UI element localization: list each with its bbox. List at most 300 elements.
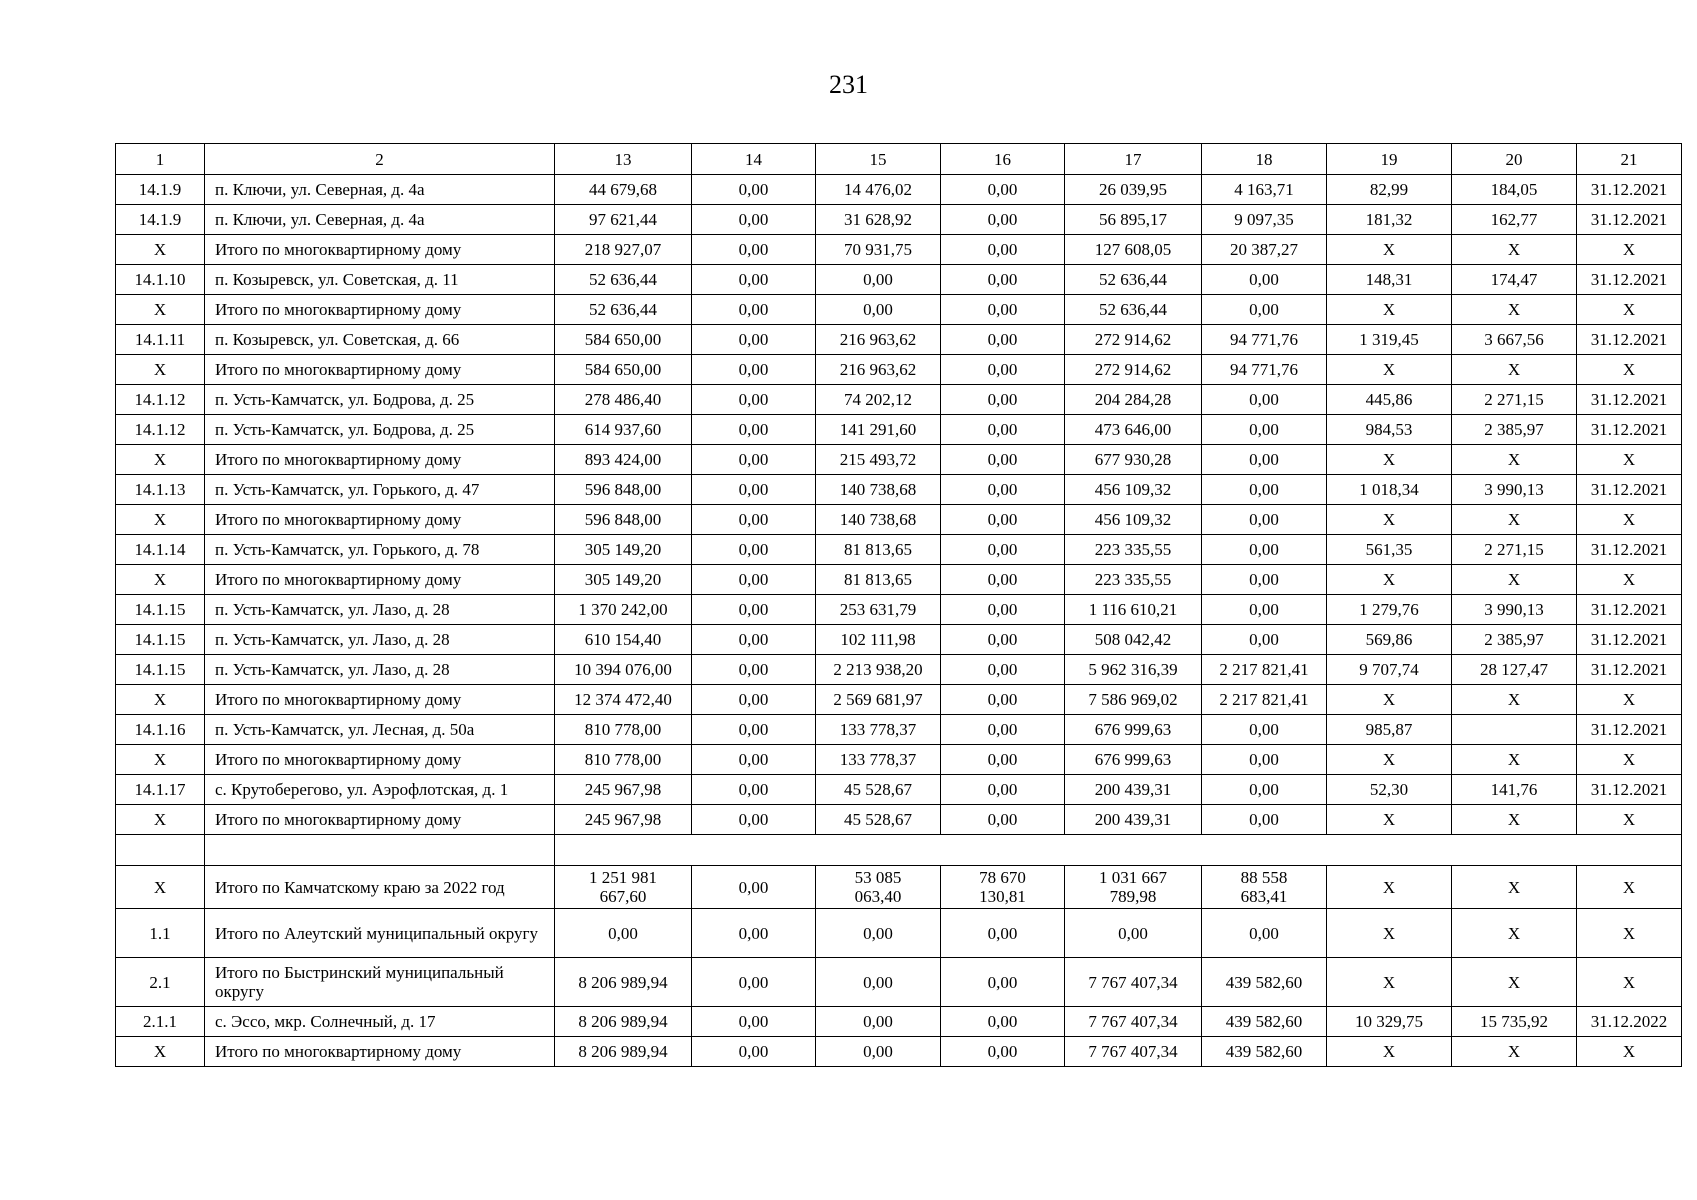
table-cell: 56 895,17 [1065, 205, 1202, 235]
table-cell: 0,00 [692, 205, 816, 235]
table-cell: 0,00 [941, 745, 1065, 775]
table-cell: 45 528,67 [816, 805, 941, 835]
table-cell: 0,00 [1202, 565, 1327, 595]
table-row [116, 595, 1682, 625]
table-cell: 0,00 [692, 958, 816, 1007]
table-cell: 223 335,55 [1065, 565, 1202, 595]
table-cell: 456 109,32 [1065, 505, 1202, 535]
table-cell: X [116, 805, 205, 835]
table-cell: 31.12.2021 [1577, 475, 1682, 505]
table-cell: 0,00 [692, 265, 816, 295]
table-cell: 0,00 [692, 745, 816, 775]
table-cell: 7 586 969,02 [1065, 685, 1202, 715]
table-cell: 12 374 472,40 [555, 685, 692, 715]
table-cell: 140 738,68 [816, 475, 941, 505]
table-cell: 278 486,40 [555, 385, 692, 415]
table-cell: 676 999,63 [1065, 715, 1202, 745]
table-row [116, 685, 1682, 715]
table-cell: 216 963,62 [816, 325, 941, 355]
table-cell: 0,00 [1202, 715, 1327, 745]
table-cell: 0,00 [941, 909, 1065, 958]
table-cell: 569,86 [1327, 625, 1452, 655]
table-cell: 14.1.9 [116, 175, 205, 205]
table-cell: 223 335,55 [1065, 535, 1202, 565]
table-cell: 1 116 610,21 [1065, 595, 1202, 625]
header-cell: 19 [1327, 144, 1452, 175]
table-cell: 45 528,67 [816, 775, 941, 805]
table-cell: 31.12.2021 [1577, 325, 1682, 355]
table-cell: X [1577, 745, 1682, 775]
table-cell: 52 636,44 [555, 295, 692, 325]
table-cell: 31.12.2021 [1577, 265, 1682, 295]
table-row [116, 655, 1682, 685]
table-cell: 26 039,95 [1065, 175, 1202, 205]
table-row [116, 175, 1682, 205]
table-cell: 677 930,28 [1065, 445, 1202, 475]
blank-cell [205, 835, 555, 866]
table-cell: 28 127,47 [1452, 655, 1577, 685]
address-cell: п. Усть-Камчатск, ул. Горького, д. 78 [205, 535, 555, 565]
table-cell: 5 962 316,39 [1065, 655, 1202, 685]
table-cell: 14.1.13 [116, 475, 205, 505]
table-cell: 200 439,31 [1065, 805, 1202, 835]
table-cell: 0,00 [1202, 595, 1327, 625]
table-cell: 0,00 [1202, 385, 1327, 415]
table-cell: 584 650,00 [555, 325, 692, 355]
table-cell: 2 569 681,97 [816, 685, 941, 715]
table-cell: 0,00 [1202, 445, 1327, 475]
table-cell: 0,00 [816, 958, 941, 1007]
table-cell: 4 163,71 [1202, 175, 1327, 205]
table-cell: 0,00 [692, 805, 816, 835]
table-cell: 561,35 [1327, 535, 1452, 565]
table-cell: 0,00 [1202, 909, 1327, 958]
table-cell: 0,00 [1202, 775, 1327, 805]
address-cell: Итого по многоквартирному дому [205, 1037, 555, 1067]
table-cell: X [1452, 685, 1577, 715]
table-cell: 181,32 [1327, 205, 1452, 235]
table-cell: X [116, 745, 205, 775]
page-number: 231 [829, 70, 868, 99]
table-cell: 14.1.11 [116, 325, 205, 355]
table-cell: X [1577, 958, 1682, 1007]
table-cell: 810 778,00 [555, 745, 692, 775]
table-row [116, 415, 1682, 445]
table-cell: 14.1.15 [116, 655, 205, 685]
table-cell: 88 558 683,41 [1202, 866, 1327, 909]
header-cell: 17 [1065, 144, 1202, 175]
table-row [116, 235, 1682, 265]
table-cell: 0,00 [692, 715, 816, 745]
table-cell: 14.1.16 [116, 715, 205, 745]
data-table [115, 143, 1682, 1067]
table-cell: 31.12.2021 [1577, 535, 1682, 565]
address-cell: с. Эссо, мкр. Солнечный, д. 17 [205, 1007, 555, 1037]
table-cell: 0,00 [692, 175, 816, 205]
table-cell: 94 771,76 [1202, 355, 1327, 385]
table-row [116, 295, 1682, 325]
table-cell: 473 646,00 [1065, 415, 1202, 445]
table-cell: 0,00 [692, 565, 816, 595]
header-cell: 13 [555, 144, 692, 175]
table-cell: 52 636,44 [1065, 295, 1202, 325]
table-cell: X [1577, 235, 1682, 265]
address-cell: Итого по многоквартирному дому [205, 445, 555, 475]
table-cell: X [1327, 866, 1452, 909]
table-cell: 0,00 [692, 415, 816, 445]
table-cell: 14.1.10 [116, 265, 205, 295]
table-cell: 8 206 989,94 [555, 1037, 692, 1067]
table-cell: 162,77 [1452, 205, 1577, 235]
table-cell: 0,00 [692, 1037, 816, 1067]
table-cell: X [1327, 565, 1452, 595]
address-cell: п. Усть-Камчатск, ул. Бодрова, д. 25 [205, 415, 555, 445]
table-row [116, 745, 1682, 775]
table-cell: 7 767 407,34 [1065, 958, 1202, 1007]
table-cell: X [1577, 565, 1682, 595]
table-cell: 31.12.2021 [1577, 775, 1682, 805]
table-cell: 439 582,60 [1202, 1037, 1327, 1067]
table-cell: 8 206 989,94 [555, 1007, 692, 1037]
table-cell: 20 387,27 [1202, 235, 1327, 265]
table-cell: 0,00 [941, 775, 1065, 805]
table-row [116, 866, 1682, 909]
header-cell: 21 [1577, 144, 1682, 175]
table-cell: 31.12.2021 [1577, 205, 1682, 235]
table-cell: X [1327, 745, 1452, 775]
table-cell: 0,00 [692, 325, 816, 355]
table-cell: 2 271,15 [1452, 535, 1577, 565]
table-cell: 70 931,75 [816, 235, 941, 265]
table-cell: 81 813,65 [816, 565, 941, 595]
table-cell: X [1577, 505, 1682, 535]
table-row [116, 265, 1682, 295]
address-cell: Итого по многоквартирному дому [205, 355, 555, 385]
table-cell: X [116, 565, 205, 595]
table-cell: 0,00 [941, 235, 1065, 265]
table-cell: 0,00 [1202, 625, 1327, 655]
table-row [116, 475, 1682, 505]
table-cell: 0,00 [941, 625, 1065, 655]
table-cell: 2.1.1 [116, 1007, 205, 1037]
table-cell: X [116, 355, 205, 385]
table-cell: 0,00 [941, 505, 1065, 535]
table-row [116, 385, 1682, 415]
table-cell: 0,00 [941, 475, 1065, 505]
table-cell: X [116, 505, 205, 535]
table-cell: 52 636,44 [1065, 265, 1202, 295]
table-cell: 893 424,00 [555, 445, 692, 475]
table-row [116, 805, 1682, 835]
address-cell: п. Усть-Камчатск, ул. Бодрова, д. 25 [205, 385, 555, 415]
table-cell: 0,00 [1065, 909, 1202, 958]
table-cell: 1 018,34 [1327, 475, 1452, 505]
table-cell: 9 097,35 [1202, 205, 1327, 235]
table-cell: X [1452, 866, 1577, 909]
table-cell: 82,99 [1327, 175, 1452, 205]
table-cell: 14.1.17 [116, 775, 205, 805]
table-cell: X [1577, 295, 1682, 325]
table-cell: 0,00 [692, 909, 816, 958]
table-cell: 1 279,76 [1327, 595, 1452, 625]
address-cell: Итого по многоквартирному дому [205, 295, 555, 325]
table-cell: 0,00 [941, 805, 1065, 835]
table-cell: X [116, 445, 205, 475]
header-cell: 1 [116, 144, 205, 175]
address-cell: п. Усть-Камчатск, ул. Лазо, д. 28 [205, 655, 555, 685]
table-cell: 0,00 [692, 1007, 816, 1037]
table-cell: 81 813,65 [816, 535, 941, 565]
table-cell: 0,00 [692, 866, 816, 909]
table-cell: X [1327, 1037, 1452, 1067]
table-cell: 0,00 [692, 295, 816, 325]
table-cell: 0,00 [941, 385, 1065, 415]
table-cell: 810 778,00 [555, 715, 692, 745]
table-cell: 1 031 667 789,98 [1065, 866, 1202, 909]
header-cell: 20 [1452, 144, 1577, 175]
table-cell: 174,47 [1452, 265, 1577, 295]
table-cell: 0,00 [692, 595, 816, 625]
table-cell: 0,00 [1202, 805, 1327, 835]
table-cell: X [1452, 1037, 1577, 1067]
table-cell: 141,76 [1452, 775, 1577, 805]
table-cell: 508 042,42 [1065, 625, 1202, 655]
table-cell: X [1327, 805, 1452, 835]
table-cell: 215 493,72 [816, 445, 941, 475]
table-cell: 14.1.12 [116, 415, 205, 445]
table-cell: 52,30 [1327, 775, 1452, 805]
table-cell: X [1327, 505, 1452, 535]
table-cell: 14.1.15 [116, 625, 205, 655]
address-cell: п. Усть-Камчатск, ул. Лазо, д. 28 [205, 595, 555, 625]
address-cell: с. Крутоберегово, ул. Аэрофлотская, д. 1 [205, 775, 555, 805]
table-cell: 0,00 [1202, 265, 1327, 295]
table-cell: X [1327, 235, 1452, 265]
table-cell: 2 217 821,41 [1202, 655, 1327, 685]
table-cell [1452, 715, 1577, 745]
table-cell: 10 329,75 [1327, 1007, 1452, 1037]
table-row [116, 505, 1682, 535]
table-cell: 94 771,76 [1202, 325, 1327, 355]
table-cell: X [1452, 565, 1577, 595]
table-cell: 0,00 [941, 175, 1065, 205]
table-cell: 272 914,62 [1065, 325, 1202, 355]
table-cell: X [1327, 958, 1452, 1007]
table-cell: 0,00 [1202, 475, 1327, 505]
table-cell: X [1327, 355, 1452, 385]
table-cell: 596 848,00 [555, 505, 692, 535]
table-cell: 0,00 [692, 475, 816, 505]
table-cell: 74 202,12 [816, 385, 941, 415]
table-cell: 3 990,13 [1452, 595, 1577, 625]
table-cell: 31.12.2021 [1577, 175, 1682, 205]
table-cell: 7 767 407,34 [1065, 1037, 1202, 1067]
table-cell: 141 291,60 [816, 415, 941, 445]
table-cell: 0,00 [692, 775, 816, 805]
table-cell: 2 271,15 [1452, 385, 1577, 415]
table-cell: 148,31 [1327, 265, 1452, 295]
table-cell: X [1577, 909, 1682, 958]
table-cell: 2 217 821,41 [1202, 685, 1327, 715]
table-row [116, 325, 1682, 355]
table-row [116, 1037, 1682, 1067]
table-row [116, 775, 1682, 805]
table-row [116, 715, 1682, 745]
table-cell: 0,00 [941, 655, 1065, 685]
table-cell: 0,00 [816, 295, 941, 325]
address-cell: Итого по многоквартирному дому [205, 505, 555, 535]
table-cell: X [1452, 235, 1577, 265]
address-cell: Итого по многоквартирному дому [205, 685, 555, 715]
table-cell: 1 251 981 667,60 [555, 866, 692, 909]
table-cell: X [1577, 1037, 1682, 1067]
table-cell: 31.12.2021 [1577, 625, 1682, 655]
table-cell: 14.1.12 [116, 385, 205, 415]
table-cell: 1 370 242,00 [555, 595, 692, 625]
table-cell: 31.12.2021 [1577, 385, 1682, 415]
table-cell: 78 670 130,81 [941, 866, 1065, 909]
table-cell: 0,00 [941, 1007, 1065, 1037]
table-row [116, 355, 1682, 385]
header-row [116, 144, 1682, 175]
table-cell: 676 999,63 [1065, 745, 1202, 775]
table-cell: 245 967,98 [555, 805, 692, 835]
address-cell: Итого по Алеутский муниципальный округу [205, 909, 555, 958]
header-cell: 14 [692, 144, 816, 175]
table-cell: 614 937,60 [555, 415, 692, 445]
table-cell: 14.1.14 [116, 535, 205, 565]
table-cell: 596 848,00 [555, 475, 692, 505]
table-cell: 8 206 989,94 [555, 958, 692, 1007]
table-cell: 140 738,68 [816, 505, 941, 535]
table-cell: 984,53 [1327, 415, 1452, 445]
table-cell: 610 154,40 [555, 625, 692, 655]
table-cell: 0,00 [1202, 505, 1327, 535]
table-cell: X [1452, 505, 1577, 535]
table-cell: X [1327, 445, 1452, 475]
table-cell: 218 927,07 [555, 235, 692, 265]
table-cell: X [1452, 745, 1577, 775]
table-cell: 0,00 [692, 235, 816, 265]
address-cell: п. Ключи, ул. Северная, д. 4а [205, 175, 555, 205]
table-cell: X [1577, 685, 1682, 715]
table-cell: X [1327, 685, 1452, 715]
table-cell: 0,00 [692, 535, 816, 565]
table-cell: 0,00 [941, 685, 1065, 715]
address-cell: Итого по многоквартирному дому [205, 565, 555, 595]
address-cell: Итого по Камчатскому краю за 2022 год [205, 866, 555, 909]
table-cell: 127 608,05 [1065, 235, 1202, 265]
table-cell: 0,00 [555, 909, 692, 958]
table-cell: 204 284,28 [1065, 385, 1202, 415]
table-cell: 184,05 [1452, 175, 1577, 205]
table-cell: 2 385,97 [1452, 625, 1577, 655]
table-cell: 305 149,20 [555, 565, 692, 595]
table-cell: 0,00 [941, 1037, 1065, 1067]
address-cell: п. Усть-Камчатск, ул. Лазо, д. 28 [205, 625, 555, 655]
table-cell: 0,00 [941, 445, 1065, 475]
table-row [116, 625, 1682, 655]
table-cell: 0,00 [692, 505, 816, 535]
table-cell: 14.1.15 [116, 595, 205, 625]
table-cell: 0,00 [692, 625, 816, 655]
table-cell: X [116, 685, 205, 715]
table-cell: 216 963,62 [816, 355, 941, 385]
table-cell: 0,00 [941, 325, 1065, 355]
table-cell: 0,00 [1202, 415, 1327, 445]
table-cell: 0,00 [941, 595, 1065, 625]
table-cell: 0,00 [692, 655, 816, 685]
table-cell: 0,00 [816, 265, 941, 295]
table-cell: 14.1.9 [116, 205, 205, 235]
address-cell: п. Козыревск, ул. Советская, д. 11 [205, 265, 555, 295]
table-cell: 439 582,60 [1202, 1007, 1327, 1037]
table-cell: 0,00 [941, 535, 1065, 565]
table-cell: X [1577, 445, 1682, 475]
table-cell: 245 967,98 [555, 775, 692, 805]
table-cell: 3 990,13 [1452, 475, 1577, 505]
table-cell: 9 707,74 [1327, 655, 1452, 685]
header-cell: 2 [205, 144, 555, 175]
table-row [116, 958, 1682, 1007]
table-cell: 3 667,56 [1452, 325, 1577, 355]
table-row [116, 1007, 1682, 1037]
table-cell: X [1577, 355, 1682, 385]
address-cell: п. Ключи, ул. Северная, д. 4а [205, 205, 555, 235]
table-cell: X [1452, 355, 1577, 385]
table-row [116, 535, 1682, 565]
header-cell: 16 [941, 144, 1065, 175]
table-cell: 14 476,02 [816, 175, 941, 205]
table-cell: 0,00 [941, 715, 1065, 745]
table-row [116, 565, 1682, 595]
table-cell: 53 085 063,40 [816, 866, 941, 909]
table-cell: X [116, 1037, 205, 1067]
table-cell: 133 778,37 [816, 715, 941, 745]
table-cell: 985,87 [1327, 715, 1452, 745]
table-cell: 0,00 [1202, 535, 1327, 565]
table-cell: 52 636,44 [555, 265, 692, 295]
table-cell: 445,86 [1327, 385, 1452, 415]
address-cell: п. Козыревск, ул. Советская, д. 66 [205, 325, 555, 355]
table-row [116, 909, 1682, 958]
table-cell: 102 111,98 [816, 625, 941, 655]
table-cell: 0,00 [941, 958, 1065, 1007]
separator-row [116, 835, 1682, 866]
table-cell: X [116, 295, 205, 325]
table-cell: 15 735,92 [1452, 1007, 1577, 1037]
table-cell: 0,00 [692, 355, 816, 385]
table-cell: 44 679,68 [555, 175, 692, 205]
table-cell: 1 319,45 [1327, 325, 1452, 355]
table-cell: X [1452, 909, 1577, 958]
blank-cell [116, 835, 205, 866]
table-cell: 0,00 [692, 385, 816, 415]
table-cell: 0,00 [941, 355, 1065, 385]
table-cell: 10 394 076,00 [555, 655, 692, 685]
table-cell: 0,00 [692, 445, 816, 475]
table-cell: 0,00 [816, 1037, 941, 1067]
table-cell: 305 149,20 [555, 535, 692, 565]
table-cell: 0,00 [816, 909, 941, 958]
table-cell: 0,00 [941, 295, 1065, 325]
table-cell: X [1452, 805, 1577, 835]
table-cell: 97 621,44 [555, 205, 692, 235]
table-cell: X [116, 866, 205, 909]
table-cell: 200 439,31 [1065, 775, 1202, 805]
address-cell: Итого по Быстринский муниципальный округу [205, 958, 555, 1007]
table-cell: 456 109,32 [1065, 475, 1202, 505]
